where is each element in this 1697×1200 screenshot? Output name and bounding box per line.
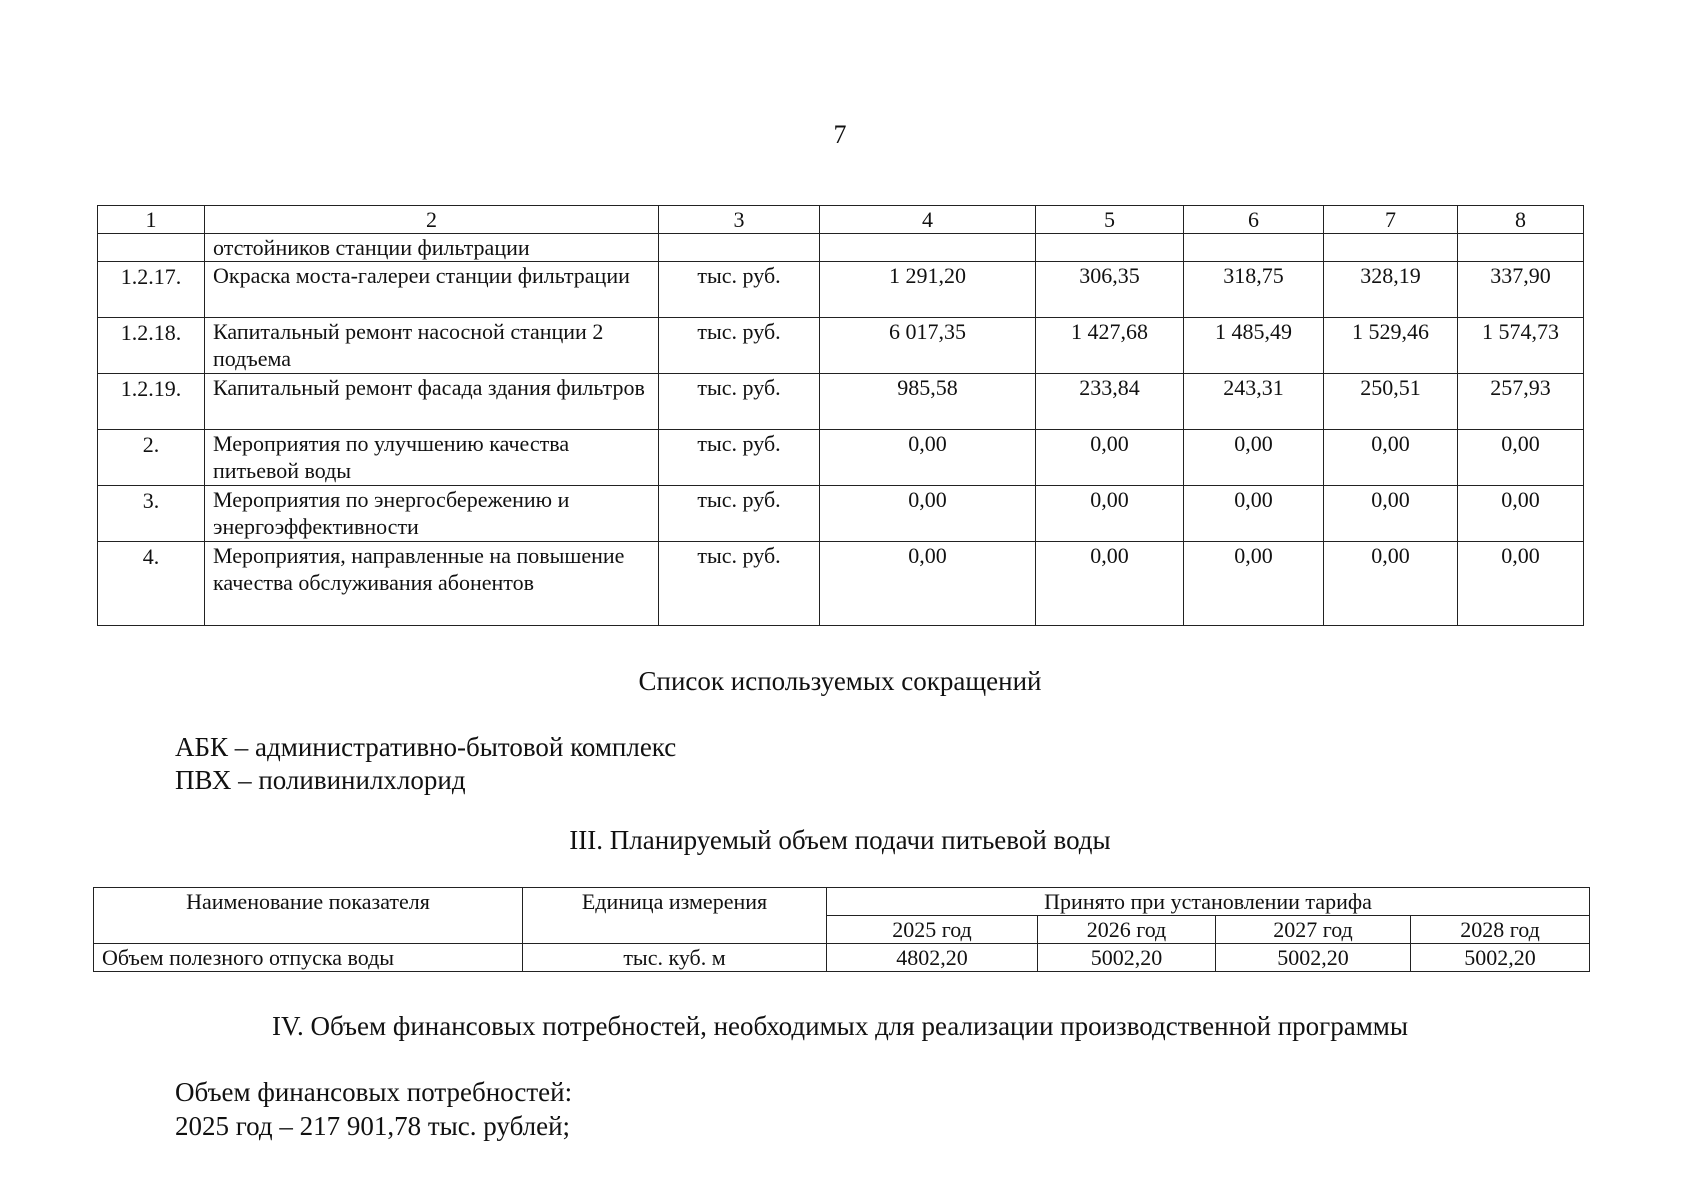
header-cell: 6: [1184, 206, 1324, 234]
row-value: 0,00: [1184, 486, 1324, 542]
header-tariff-group: Принято при установлении тарифа: [827, 888, 1590, 916]
row-value: 5002,20: [1216, 944, 1411, 972]
row-number: [98, 234, 205, 262]
row-unit: [659, 234, 820, 262]
row-value: 1 427,68: [1036, 318, 1184, 374]
row-value: 5002,20: [1038, 944, 1216, 972]
row-value: 0,00: [820, 542, 1036, 626]
table-row: [98, 374, 1584, 430]
row-value: 0,00: [1458, 486, 1584, 542]
row-value: 1 529,46: [1324, 318, 1458, 374]
row-value: 257,93: [1458, 374, 1584, 430]
row-value: 0,00: [1036, 542, 1184, 626]
row-name: отстойников станции фильтрации: [205, 234, 659, 262]
row-number: 2.: [98, 430, 205, 486]
row-unit: тыс. руб.: [659, 374, 820, 430]
row-value: 1 574,73: [1458, 318, 1584, 374]
header-cell: 4: [820, 206, 1036, 234]
finance-label: Объем финансовых потребностей:: [175, 1077, 573, 1107]
row-number: 1.2.18.: [98, 318, 205, 374]
row-value: 0,00: [1458, 542, 1584, 626]
header-cell: 1: [98, 206, 205, 234]
row-value: 1 485,49: [1184, 318, 1324, 374]
water-volume-table: [93, 887, 1590, 972]
row-value: [1324, 234, 1458, 262]
abbreviations-title: Список используемых сокращений: [638, 666, 1042, 696]
row-value: 0,00: [1036, 430, 1184, 486]
row-value: 0,00: [1324, 430, 1458, 486]
row-value: 328,19: [1324, 262, 1458, 318]
table-header-row: [98, 206, 1584, 234]
header-year: 2028 год: [1411, 916, 1590, 944]
header-year: 2025 год: [827, 916, 1038, 944]
row-number: 1.2.19.: [98, 374, 205, 430]
page-number: 7: [833, 120, 847, 149]
row-name: Объем полезного отпуска воды: [94, 944, 523, 972]
row-value: 0,00: [1036, 486, 1184, 542]
row-unit: тыс. куб. м: [523, 944, 827, 972]
table-row: [98, 234, 1584, 262]
row-name: Окраска моста-галереи станции фильтрации: [205, 262, 659, 318]
investment-table: [97, 205, 1584, 626]
row-value: 1 291,20: [820, 262, 1036, 318]
row-value: 0,00: [820, 486, 1036, 542]
header-indicator-name: Наименование показателя: [94, 888, 523, 944]
table-row: [94, 944, 1590, 972]
table-row: [98, 262, 1584, 318]
row-value: 985,58: [820, 374, 1036, 430]
row-value: 4802,20: [827, 944, 1038, 972]
row-value: [1458, 234, 1584, 262]
row-value: 5002,20: [1411, 944, 1590, 972]
row-unit: тыс. руб.: [659, 430, 820, 486]
section-4-title: IV. Объем финансовых потребностей, необходимых для реализации производственной программы: [271, 1011, 1409, 1041]
row-value: [1036, 234, 1184, 262]
section-3-title: III. Планируемый объем подачи питьевой воды: [569, 825, 1111, 855]
row-value: 318,75: [1184, 262, 1324, 318]
row-name: Капитальный ремонт фасада здания фильтров: [205, 374, 659, 430]
header-cell: 2: [205, 206, 659, 234]
finance-line-2025: 2025 год – 217 901,78 тыс. рублей;: [175, 1111, 571, 1141]
table-header-row: [94, 888, 1590, 916]
header-year: 2027 год: [1216, 916, 1411, 944]
row-value: 233,84: [1036, 374, 1184, 430]
row-number: 1.2.17.: [98, 262, 205, 318]
table-row: [98, 486, 1584, 542]
table-row: [98, 542, 1584, 626]
header-cell: 8: [1458, 206, 1584, 234]
row-value: 0,00: [1184, 542, 1324, 626]
row-value: 0,00: [1324, 542, 1458, 626]
row-name: Мероприятия по энергосбережению и энергоэффективности: [205, 486, 659, 542]
header-year: 2026 год: [1038, 916, 1216, 944]
row-value: 0,00: [820, 430, 1036, 486]
row-value: 6 017,35: [820, 318, 1036, 374]
row-value: [1184, 234, 1324, 262]
row-value: [820, 234, 1036, 262]
abbreviation-item: ПВХ – поливинилхлорид: [175, 765, 466, 795]
row-unit: тыс. руб.: [659, 542, 820, 626]
row-unit: тыс. руб.: [659, 486, 820, 542]
header-cell: 5: [1036, 206, 1184, 234]
row-value: 250,51: [1324, 374, 1458, 430]
row-value: 0,00: [1184, 430, 1324, 486]
header-cell: 7: [1324, 206, 1458, 234]
row-value: 0,00: [1458, 430, 1584, 486]
header-cell: 3: [659, 206, 820, 234]
row-unit: тыс. руб.: [659, 262, 820, 318]
header-unit: Единица измерения: [523, 888, 827, 944]
row-number: 3.: [98, 486, 205, 542]
table-row: [98, 318, 1584, 374]
row-number: 4.: [98, 542, 205, 626]
row-unit: тыс. руб.: [659, 318, 820, 374]
row-value: 306,35: [1036, 262, 1184, 318]
row-name: Мероприятия по улучшению качества питьевой воды: [205, 430, 659, 486]
row-value: 0,00: [1324, 486, 1458, 542]
row-value: 337,90: [1458, 262, 1584, 318]
row-name: Капитальный ремонт насосной станции 2 подъема: [205, 318, 659, 374]
abbreviation-item: АБК – административно-бытовой комплекс: [175, 732, 677, 762]
row-name: Мероприятия, направленные на повышение качества обслуживания абонентов: [205, 542, 659, 626]
table-row: [98, 430, 1584, 486]
row-value: 243,31: [1184, 374, 1324, 430]
